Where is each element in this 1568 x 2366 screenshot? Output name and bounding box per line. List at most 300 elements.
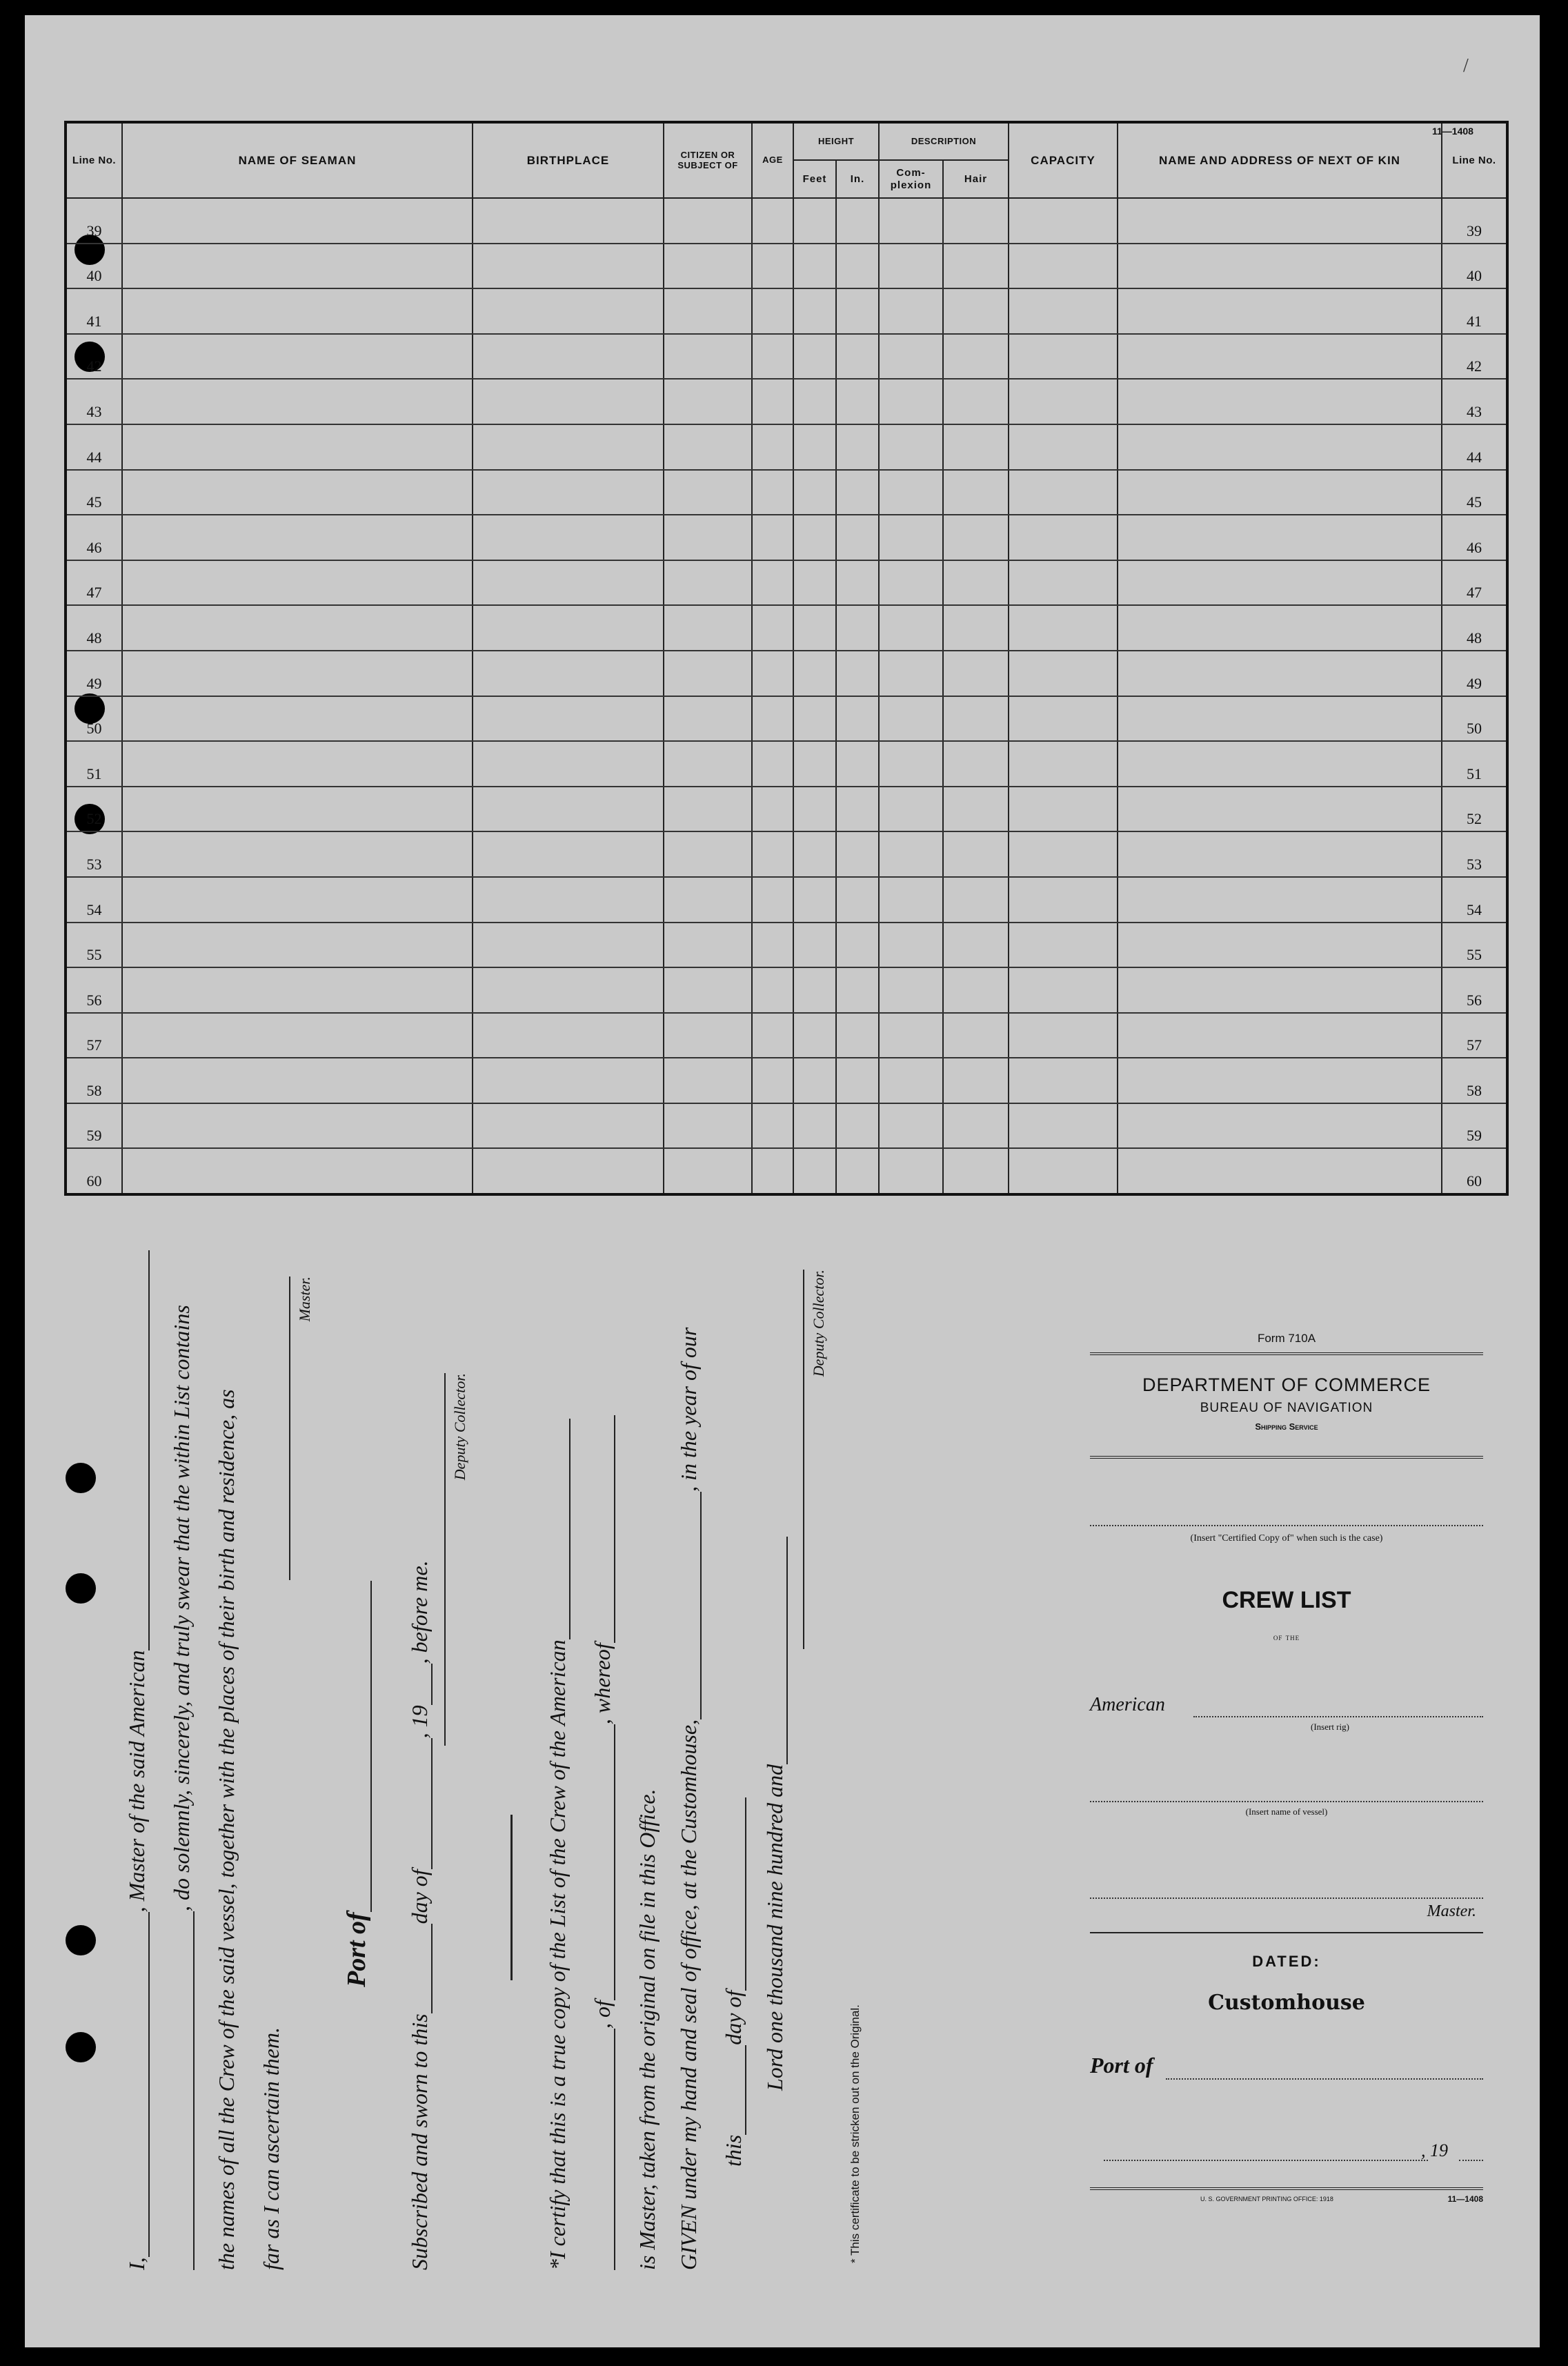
line-number-right: 42 — [1442, 334, 1507, 379]
table-row — [66, 424, 1507, 470]
form-code-top: 11—1408 — [1432, 126, 1473, 137]
table-row — [66, 1013, 1507, 1058]
col-line-no-right: Line No. — [1442, 122, 1507, 198]
line-number: 50 — [66, 696, 122, 742]
table-cell[interactable] — [122, 470, 473, 515]
table-cell[interactable] — [664, 877, 752, 923]
table-cell[interactable] — [943, 651, 1009, 696]
table-cell[interactable] — [836, 379, 879, 424]
table-cell[interactable] — [793, 877, 836, 923]
table-cell[interactable] — [836, 288, 879, 334]
signature-line[interactable] — [800, 1270, 804, 1649]
table-cell[interactable] — [473, 424, 664, 470]
table-cell[interactable] — [664, 741, 752, 787]
table-cell[interactable] — [664, 1103, 752, 1149]
table-cell[interactable] — [473, 923, 664, 968]
table-cell[interactable] — [943, 560, 1009, 606]
table-cell[interactable] — [879, 877, 943, 923]
table-cell[interactable] — [1009, 877, 1118, 923]
blank-field[interactable] — [745, 2045, 746, 2135]
table-cell[interactable] — [664, 651, 752, 696]
line-number-right: 41 — [1442, 288, 1507, 334]
table-cell[interactable] — [752, 651, 793, 696]
table-cell[interactable] — [122, 651, 473, 696]
table-cell[interactable] — [1009, 515, 1118, 560]
table-cell[interactable] — [1009, 1103, 1118, 1149]
deputy-signature-2 — [800, 1270, 828, 1649]
crew-list-label — [1090, 1332, 1483, 2208]
table-cell[interactable] — [752, 923, 793, 968]
table-cell[interactable] — [122, 1013, 473, 1058]
table-cell[interactable] — [1118, 1058, 1442, 1103]
oath-text: day of — [721, 1990, 746, 2045]
table-cell[interactable] — [879, 741, 943, 787]
bureau-title: BUREAU OF NAVIGATION — [1200, 1401, 1373, 1415]
table-cell[interactable] — [1118, 1103, 1442, 1149]
line-number: 39 — [66, 198, 122, 244]
table-cell[interactable] — [879, 244, 943, 289]
table-cell[interactable] — [836, 651, 879, 696]
line-number: 58 — [66, 1058, 122, 1103]
table-cell[interactable] — [836, 1103, 879, 1149]
table-cell[interactable] — [943, 1058, 1009, 1103]
table-cell[interactable] — [836, 424, 879, 470]
table-cell[interactable] — [793, 696, 836, 742]
table-cell[interactable] — [836, 605, 879, 651]
table-cell[interactable] — [793, 605, 836, 651]
table-cell[interactable] — [752, 470, 793, 515]
table-cell[interactable] — [473, 651, 664, 696]
blank-field[interactable] — [193, 1911, 195, 2270]
table-cell[interactable] — [752, 1013, 793, 1058]
table-cell[interactable] — [793, 515, 836, 560]
table-cell[interactable] — [1118, 605, 1442, 651]
table-cell[interactable] — [836, 198, 879, 244]
table-cell[interactable] — [793, 923, 836, 968]
table-cell[interactable] — [1009, 560, 1118, 606]
table-cell[interactable] — [1118, 967, 1442, 1013]
blank-field[interactable] — [745, 1797, 746, 1991]
table-cell[interactable] — [473, 515, 664, 560]
table-cell[interactable] — [836, 470, 879, 515]
col-line-no: Line No. — [66, 122, 122, 198]
table-cell[interactable] — [943, 831, 1009, 877]
table-cell[interactable] — [1009, 831, 1118, 877]
table-cell[interactable] — [1118, 1013, 1442, 1058]
table-cell[interactable] — [752, 515, 793, 560]
table-cell[interactable] — [664, 288, 752, 334]
table-cell[interactable] — [836, 1013, 879, 1058]
table-cell[interactable] — [793, 379, 836, 424]
table-cell[interactable] — [1118, 470, 1442, 515]
table-cell[interactable] — [793, 560, 836, 606]
line-number: 55 — [66, 923, 122, 968]
table-cell[interactable] — [122, 198, 473, 244]
table-cell[interactable] — [879, 831, 943, 877]
table-cell[interactable] — [1118, 244, 1442, 289]
table-cell[interactable] — [879, 1058, 943, 1103]
table-cell[interactable] — [943, 515, 1009, 560]
table-cell[interactable] — [943, 741, 1009, 787]
table-cell[interactable] — [1118, 831, 1442, 877]
table-row — [66, 831, 1507, 877]
table-cell[interactable] — [1118, 696, 1442, 742]
port-of-label: Port of — [1090, 2053, 1153, 2078]
table-cell[interactable] — [943, 334, 1009, 379]
table-cell[interactable] — [473, 1013, 664, 1058]
table-cell[interactable] — [793, 1103, 836, 1149]
line-number-right: 57 — [1442, 1013, 1507, 1058]
table-cell[interactable] — [473, 741, 664, 787]
table-cell[interactable] — [879, 651, 943, 696]
signature-line[interactable] — [286, 1276, 290, 1580]
table-cell[interactable] — [943, 379, 1009, 424]
table-cell[interactable] — [793, 334, 836, 379]
table-cell[interactable] — [664, 244, 752, 289]
signature-line[interactable] — [441, 1373, 446, 1746]
certify-line-3: is Master, taken from the original on file in this Office. — [635, 1788, 659, 2270]
table-cell[interactable] — [473, 696, 664, 742]
table-cell[interactable] — [752, 334, 793, 379]
blank-field[interactable] — [569, 1419, 570, 1639]
table-cell[interactable] — [752, 741, 793, 787]
table-cell[interactable] — [473, 470, 664, 515]
blank-field[interactable] — [614, 1724, 615, 2000]
master-name-field[interactable] — [1090, 1897, 1483, 1899]
table-cell[interactable] — [664, 831, 752, 877]
table-cell[interactable] — [836, 515, 879, 560]
table-cell[interactable] — [122, 1103, 473, 1149]
table-cell[interactable] — [1118, 1148, 1442, 1194]
table-cell[interactable] — [473, 288, 664, 334]
table-cell[interactable] — [122, 1058, 473, 1103]
table-cell[interactable] — [836, 334, 879, 379]
table-cell[interactable] — [122, 831, 473, 877]
table-cell[interactable] — [664, 605, 752, 651]
table-cell[interactable] — [793, 244, 836, 289]
of-the-text: of the — [1273, 1632, 1300, 1642]
table-cell[interactable] — [1009, 470, 1118, 515]
line-number-right: 55 — [1442, 923, 1507, 968]
table-cell[interactable] — [836, 923, 879, 968]
table-cell[interactable] — [879, 424, 943, 470]
table-cell[interactable] — [1118, 787, 1442, 832]
table-cell[interactable] — [473, 831, 664, 877]
table-cell[interactable] — [473, 1103, 664, 1149]
crew-table — [64, 121, 1509, 1196]
table-cell[interactable] — [879, 334, 943, 379]
blank-field[interactable] — [700, 1492, 702, 1719]
table-cell[interactable] — [1009, 605, 1118, 651]
divider — [1090, 1352, 1483, 1355]
table-cell[interactable] — [1118, 923, 1442, 968]
table-cell[interactable] — [122, 334, 473, 379]
table-cell[interactable] — [943, 198, 1009, 244]
table-cell[interactable] — [664, 1013, 752, 1058]
table-cell[interactable] — [1009, 967, 1118, 1013]
table-cell[interactable] — [793, 288, 836, 334]
table-cell[interactable] — [122, 288, 473, 334]
col-capacity: CAPACITY — [1009, 122, 1118, 198]
table-cell[interactable] — [1009, 1148, 1118, 1194]
table-cell[interactable] — [752, 877, 793, 923]
table-cell[interactable] — [793, 424, 836, 470]
table-cell[interactable] — [664, 1058, 752, 1103]
table-cell[interactable] — [943, 1148, 1009, 1194]
table-cell[interactable] — [1009, 424, 1118, 470]
table-cell[interactable] — [664, 923, 752, 968]
table-cell[interactable] — [1118, 515, 1442, 560]
table-cell[interactable] — [879, 198, 943, 244]
table-cell[interactable] — [943, 424, 1009, 470]
table-cell[interactable] — [879, 605, 943, 651]
table-cell[interactable] — [836, 831, 879, 877]
table-cell[interactable] — [1118, 334, 1442, 379]
table-row — [66, 244, 1507, 289]
line-number: 48 — [66, 605, 122, 651]
table-cell[interactable] — [1118, 877, 1442, 923]
table-cell[interactable] — [1118, 560, 1442, 606]
table-cell[interactable] — [879, 379, 943, 424]
line-number-right: 56 — [1442, 967, 1507, 1013]
table-cell[interactable] — [793, 787, 836, 832]
line-number: 59 — [66, 1103, 122, 1149]
table-cell[interactable] — [473, 877, 664, 923]
table-cell[interactable] — [1009, 923, 1118, 968]
blank-field[interactable] — [370, 1581, 372, 1912]
table-cell[interactable] — [752, 1103, 793, 1149]
line-number: 40 — [66, 244, 122, 289]
table-cell[interactable] — [879, 787, 943, 832]
year-field[interactable] — [1459, 2160, 1483, 2161]
table-cell[interactable] — [943, 967, 1009, 1013]
table-cell[interactable] — [879, 967, 943, 1013]
table-cell[interactable] — [1118, 651, 1442, 696]
insert-vessel-hint: (Insert name of vessel) — [1245, 1806, 1328, 1817]
table-cell[interactable] — [943, 877, 1009, 923]
col-next-of-kin: NAME AND ADDRESS OF NEXT OF KIN — [1118, 122, 1442, 198]
table-cell[interactable] — [122, 1148, 473, 1194]
table-cell[interactable] — [122, 560, 473, 606]
lord-line — [762, 1537, 788, 2091]
table-cell[interactable] — [1009, 1058, 1118, 1103]
table-cell[interactable] — [752, 560, 793, 606]
table-cell[interactable] — [943, 787, 1009, 832]
line-number-right: 48 — [1442, 605, 1507, 651]
col-inches: In. — [836, 160, 879, 198]
blank-field[interactable] — [786, 1537, 788, 1764]
insert-certified-hint: (Insert "Certified Copy of" when such is the case) — [1190, 1533, 1383, 1544]
table-cell[interactable] — [473, 244, 664, 289]
table-cell[interactable] — [793, 651, 836, 696]
blank-field[interactable] — [614, 2029, 615, 2270]
table-cell[interactable] — [752, 787, 793, 832]
port-field[interactable] — [1166, 2078, 1483, 2080]
oath-line-4: far as I can ascertain them. — [259, 2027, 284, 2270]
table-cell[interactable] — [122, 244, 473, 289]
line-number: 49 — [66, 651, 122, 696]
oath-text: Subscribed and sworn to this — [407, 2013, 432, 2270]
table-cell[interactable] — [664, 424, 752, 470]
table-cell[interactable] — [664, 560, 752, 606]
service-title: Shipping Service — [1255, 1421, 1318, 1432]
table-cell[interactable] — [473, 379, 664, 424]
rig-field[interactable] — [1193, 1716, 1483, 1717]
table-cell[interactable] — [752, 1148, 793, 1194]
table-cell[interactable] — [879, 515, 943, 560]
table-cell[interactable] — [1009, 1013, 1118, 1058]
date-field[interactable] — [1104, 2160, 1428, 2161]
table-cell[interactable] — [1009, 651, 1118, 696]
table-cell[interactable] — [122, 787, 473, 832]
table-cell[interactable] — [752, 379, 793, 424]
table-cell[interactable] — [943, 470, 1009, 515]
line-number: 54 — [66, 877, 122, 923]
table-cell[interactable] — [1118, 288, 1442, 334]
blank-field[interactable] — [148, 1250, 150, 1650]
oath-text: , before me. — [407, 1560, 432, 1664]
table-cell[interactable] — [664, 334, 752, 379]
punch-hole — [66, 1463, 96, 1493]
table-cell[interactable] — [793, 1013, 836, 1058]
crew-list-title: CREW LIST — [1222, 1587, 1351, 1613]
table-cell[interactable] — [122, 877, 473, 923]
table-cell[interactable] — [122, 379, 473, 424]
col-height: HEIGHT — [793, 122, 879, 160]
table-cell[interactable] — [836, 560, 879, 606]
blank-field[interactable] — [148, 1912, 150, 2257]
table-cell[interactable] — [836, 877, 879, 923]
certify-line — [545, 1419, 570, 2270]
line-number-right: 43 — [1442, 379, 1507, 424]
table-cell[interactable] — [122, 967, 473, 1013]
table-cell[interactable] — [122, 923, 473, 968]
table-cell[interactable] — [793, 470, 836, 515]
table-cell[interactable] — [122, 696, 473, 742]
table-cell[interactable] — [1009, 244, 1118, 289]
table-cell[interactable] — [473, 1058, 664, 1103]
table-cell[interactable] — [473, 198, 664, 244]
punch-hole — [66, 1925, 96, 1955]
table-cell[interactable] — [122, 515, 473, 560]
table-cell[interactable] — [122, 605, 473, 651]
table-cell[interactable] — [664, 198, 752, 244]
table-cell[interactable] — [1009, 379, 1118, 424]
table-cell[interactable] — [879, 288, 943, 334]
table-cell[interactable] — [664, 1148, 752, 1194]
table-cell[interactable] — [836, 244, 879, 289]
table-cell[interactable] — [664, 696, 752, 742]
table-cell[interactable] — [836, 787, 879, 832]
col-feet: Feet — [793, 160, 836, 198]
table-cell[interactable] — [1009, 787, 1118, 832]
table-cell[interactable] — [752, 288, 793, 334]
table-cell[interactable] — [793, 198, 836, 244]
table-cell[interactable] — [943, 696, 1009, 742]
table-cell[interactable] — [879, 696, 943, 742]
table-cell[interactable] — [836, 1148, 879, 1194]
table-cell[interactable] — [793, 1148, 836, 1194]
year-prefix: , 19 — [1421, 2140, 1448, 2160]
table-cell[interactable] — [943, 605, 1009, 651]
table-cell[interactable] — [793, 831, 836, 877]
table-cell[interactable] — [473, 967, 664, 1013]
certified-copy-field[interactable] — [1090, 1525, 1483, 1526]
table-cell[interactable] — [752, 1058, 793, 1103]
table-cell[interactable] — [879, 1103, 943, 1149]
table-cell[interactable] — [752, 696, 793, 742]
vessel-name-field[interactable] — [1090, 1801, 1483, 1802]
table-cell[interactable] — [879, 470, 943, 515]
table-cell[interactable] — [793, 967, 836, 1013]
table-cell[interactable] — [473, 1148, 664, 1194]
table-cell[interactable] — [1009, 288, 1118, 334]
table-cell[interactable] — [1009, 334, 1118, 379]
oath-text: GIVEN under my hand and seal of office, at the Customhouse, — [676, 1719, 701, 2270]
table-cell[interactable] — [752, 831, 793, 877]
blank-field[interactable] — [431, 1924, 433, 2013]
table-cell[interactable] — [473, 605, 664, 651]
table-cell[interactable] — [943, 244, 1009, 289]
table-cell[interactable] — [943, 923, 1009, 968]
table-cell[interactable] — [1118, 198, 1442, 244]
table-cell[interactable] — [793, 741, 836, 787]
table-cell[interactable] — [879, 1013, 943, 1058]
table-cell[interactable] — [122, 741, 473, 787]
table-cell[interactable] — [473, 560, 664, 606]
table-cell[interactable] — [752, 198, 793, 244]
table-cell[interactable] — [664, 787, 752, 832]
table-cell[interactable] — [122, 424, 473, 470]
table-cell[interactable] — [1009, 741, 1118, 787]
table-cell[interactable] — [836, 696, 879, 742]
table-cell[interactable] — [664, 967, 752, 1013]
table-cell[interactable] — [664, 470, 752, 515]
table-cell[interactable] — [879, 1148, 943, 1194]
table-cell[interactable] — [836, 741, 879, 787]
table-cell[interactable] — [836, 967, 879, 1013]
table-cell[interactable] — [836, 1058, 879, 1103]
table-cell[interactable] — [752, 605, 793, 651]
oath-text: this — [721, 2134, 746, 2167]
table-cell[interactable] — [752, 424, 793, 470]
table-cell[interactable] — [1118, 424, 1442, 470]
table-cell[interactable] — [664, 515, 752, 560]
table-cell[interactable] — [664, 379, 752, 424]
blank-field[interactable] — [431, 1738, 433, 1869]
table-cell[interactable] — [879, 923, 943, 968]
table-row — [66, 1148, 1507, 1194]
table-cell[interactable] — [1009, 198, 1118, 244]
table-cell[interactable] — [473, 787, 664, 832]
oath-text: *I certify that this is a true copy of the List of the Crew of the American — [545, 1639, 570, 2270]
table-cell[interactable] — [752, 967, 793, 1013]
line-number-right: 60 — [1442, 1148, 1507, 1194]
blank-field[interactable] — [431, 1664, 433, 1705]
table-cell[interactable] — [1009, 696, 1118, 742]
table-cell[interactable] — [943, 1013, 1009, 1058]
table-cell[interactable] — [793, 1058, 836, 1103]
table-cell[interactable] — [1118, 741, 1442, 787]
table-cell[interactable] — [752, 244, 793, 289]
blank-field[interactable] — [614, 1415, 615, 1643]
oath-text: Lord one thousand nine hundred and — [762, 1764, 787, 2091]
table-cell[interactable] — [879, 560, 943, 606]
table-cell[interactable] — [1118, 379, 1442, 424]
table-cell[interactable] — [473, 334, 664, 379]
table-cell[interactable] — [943, 1103, 1009, 1149]
table-cell[interactable] — [943, 288, 1009, 334]
